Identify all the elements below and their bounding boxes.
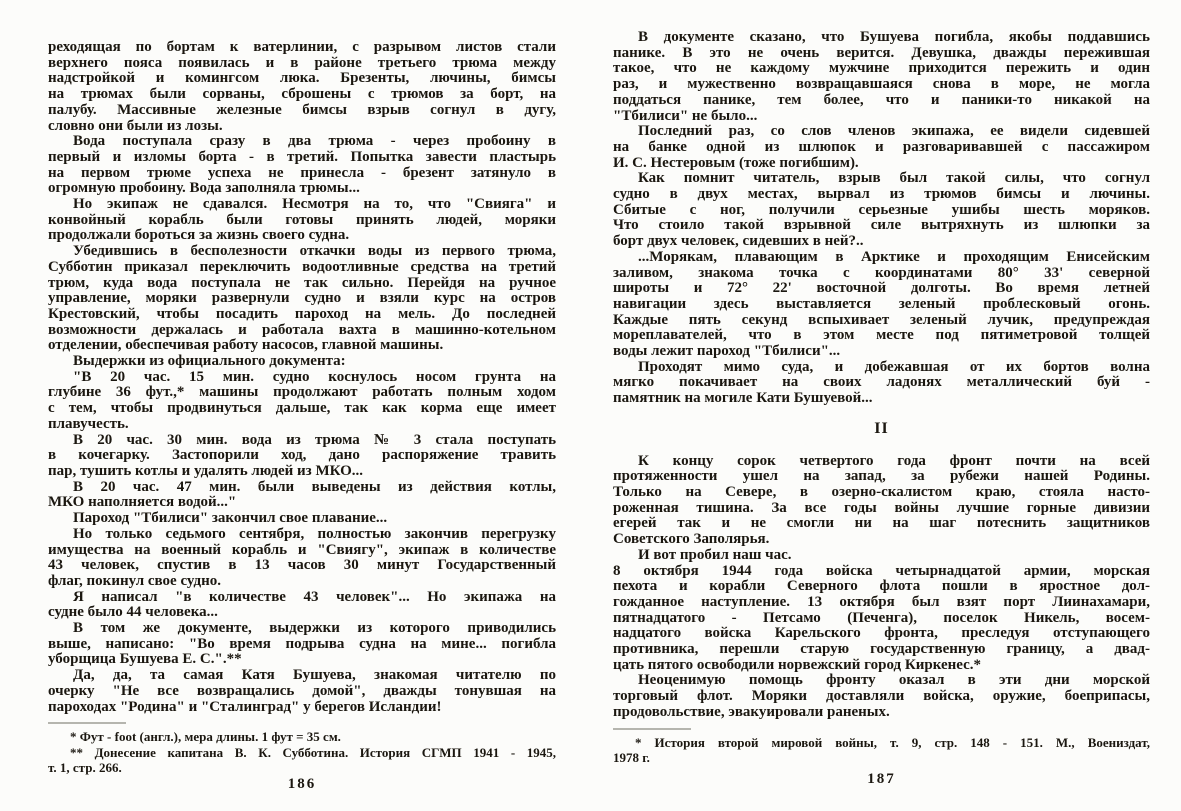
footnote-line: 1978 г. — [613, 750, 650, 766]
footnote — [613, 735, 1150, 766]
footnote — [48, 729, 556, 745]
text-line: И вот пробил наш час. — [638, 546, 792, 563]
page-body — [613, 30, 1150, 721]
footnotes — [48, 722, 556, 776]
text-line: на банке одной из шлюпок и разговаривавшей с пассажиром — [613, 138, 1150, 155]
paragraph — [613, 30, 1150, 124]
footnotes — [613, 728, 1150, 766]
text-line: борт двух человек, сидевших в ней?.. — [613, 233, 864, 250]
text-line: навигации здесь выставляется зеленый проблесковый огонь. — [613, 295, 1150, 312]
text-line: Что стоило такой взрывной силе вытряхнуть из шлюпки за — [613, 217, 1150, 234]
page-left — [48, 40, 556, 792]
text-line: Советского Заполярья. — [613, 531, 770, 548]
text-line: с тем, чтобы продвинуться дальше, так как корма еще имеет — [48, 400, 556, 417]
paragraph — [48, 480, 556, 511]
text-line: В 20 час. 30 мин. вода из трюма № 3 стала поступать — [73, 431, 556, 448]
footnote-divider — [48, 722, 126, 724]
text-line: надстройкой и комингсом люка. Брезенты, лючины, бимсы — [48, 70, 556, 87]
paragraph — [48, 433, 556, 480]
text-line: Неоценимую помощь фронту оказал в эти дни морской — [638, 672, 1150, 689]
text-line: верхнего пояса появилась и в районе третьего трюма между — [48, 54, 556, 71]
text-line: имущества на военный корабль и "Свиягу", экипаж в количестве — [48, 541, 556, 558]
paragraph — [48, 668, 556, 715]
paragraph — [48, 621, 556, 668]
paragraph — [613, 564, 1150, 674]
paragraph — [48, 511, 556, 527]
text-line: Пароход "Тбилиси" закончил свое плавание... — [73, 510, 388, 527]
text-line: в кочегарку. Застопорили ход, дано распоряжение травить — [48, 447, 556, 464]
paragraph — [613, 171, 1150, 250]
text-line: флаг, покинул свое судно. — [48, 572, 221, 589]
footnote-line: ** Донесение капитана В. К. Субботина. История СГМП 1941 - 1945, — [70, 744, 556, 760]
text-line: Выдержки из официального документа: — [73, 353, 346, 370]
text-line: пароходах "Родина" и "Сталинград" у берегов Исландии! — [48, 698, 442, 715]
text-line: Но экипаж не сдавался. Несмотря на то, что "Свияга" и — [73, 196, 556, 213]
text-line: Каждые пять секунд вспыхивает зеленый лучик, предупреждая — [613, 311, 1150, 328]
text-line: памятник на могиле Кати Бушуевой... — [613, 390, 873, 407]
text-line: Да, да, та самая Катя Бушуева, знакомая читателю по — [73, 667, 556, 684]
paragraph — [48, 370, 556, 433]
text-line: отделении, обеспечивая работу насосов, главной машины. — [48, 337, 444, 354]
section-heading: II — [874, 419, 889, 437]
text-line: Проходят мимо суда, и добежавшая от их бортов волна — [638, 358, 1150, 375]
text-line: пятнадцатого - Петсамо (Печенга), поселок Никель, восем- — [613, 609, 1150, 626]
text-line: К концу сорок четвертого года фронт почти на всей — [638, 452, 1150, 469]
text-line: В документе сказано, что Бушуева погибла, якобы поддавшись — [638, 29, 1150, 45]
page-right — [613, 30, 1150, 788]
text-line: конвойный корабль были готовы принять людей, моряки — [48, 211, 556, 228]
text-line: "Тбилиси" не было... — [613, 107, 758, 124]
text-line: цать пятого освободили норвежский город Киркенес.* — [613, 656, 982, 673]
text-line: судно в двух местах, вырвал из трюмов бимсы и лючины. — [613, 186, 1150, 203]
footnote-line: * Фут - foot (англ.), мера длины. 1 фут = 35 см. — [70, 729, 341, 745]
paragraph — [613, 548, 1150, 564]
text-line: трюм, куда вода поступала не так сильно. Перейдя на ручное — [48, 274, 556, 291]
paragraph — [48, 244, 556, 354]
text-line: первый и изломы борта - в третий. Попытка завести пластырь — [48, 148, 556, 165]
text-line: мореплавателей, что в этом месте под пятиметровой толщей — [613, 327, 1150, 344]
text-line: продовольствие, эвакуировали раненых. — [613, 703, 890, 720]
text-line: Но только седьмого сентября, полностью закончив перегрузку — [73, 525, 556, 542]
text-line: надцатого войска Карельского фронта, преследуя отступающего — [613, 625, 1150, 642]
text-line: управление, моряки развернули судно и взяли курс на остров — [48, 290, 556, 307]
text-line: уборщица Бушуева Е. С.".** — [48, 651, 242, 668]
paragraph — [48, 134, 556, 197]
text-line: Убедившись в бесполезности откачки воды из первого трюма, — [73, 243, 556, 260]
paragraph — [48, 197, 556, 244]
text-line: продолжали бороться за жизнь своего судна. — [48, 227, 350, 244]
text-line: огромную пробоину. Вода заполняла трюмы... — [48, 180, 360, 197]
text-line: Я написал "в количестве 43 человек"... Но экипажа на — [73, 588, 556, 605]
text-line: 43 человек, спустив в 13 часов 30 минут Государственный — [48, 557, 556, 574]
footnote-line: * История второй мировой войны, т. 9, стр. 148 - 151. М., Воениздат, — [635, 734, 1150, 750]
text-line: судне было 44 человека... — [48, 604, 218, 621]
text-line: на первом трюме успеха не принесла - брезент затянуло в — [48, 164, 556, 181]
text-line: плавучесть. — [48, 415, 129, 432]
text-line: Только на Севере, в озерно-скалистом краю, стояла насто- — [613, 483, 1150, 500]
text-line: реходящая по бортам к ватерлинии, с разрывом листов стали — [48, 39, 556, 55]
text-line: такое, что не каждому мужчине приходится пережить и один — [613, 60, 1150, 77]
text-line: гожданное наступление. 13 октября был взят порт Лиинахамари, — [613, 593, 1150, 610]
page-number: 186 — [287, 776, 317, 793]
text-line: выше, написано: "Во время подрыва судна на мине... погибла — [48, 635, 556, 652]
paragraph — [48, 527, 556, 590]
paragraph — [613, 250, 1150, 360]
text-line: пар, тушить котлы и удалять людей из МКО... — [48, 462, 364, 479]
paragraph — [48, 590, 556, 621]
paragraph — [48, 354, 556, 370]
text-line: торговый флот. Моряки доставляли войска, оружие, боеприпасы, — [613, 688, 1150, 705]
text-line: 8 октября 1944 года войска четырнадцатой армии, морская — [613, 562, 1150, 579]
text-line: Вода поступала сразу в два трюма - через пробоину в — [73, 133, 556, 150]
paragraph — [613, 673, 1150, 720]
paragraph — [613, 360, 1150, 407]
text-line: возможности держалась и работала вахта в машинно-котельном — [48, 321, 556, 338]
text-line: И. С. Нестеровым (тоже погибшим). — [613, 154, 859, 171]
text-line: роженная тишина. За все годы войны лучшие горные дивизии — [613, 499, 1150, 516]
text-line: Как помнит читатель, взрыв был такой силы, что согнул — [638, 170, 1150, 187]
page-body — [48, 40, 556, 715]
text-line: палубу. Массивные железные бимсы взрыв согнул в дугу, — [48, 101, 556, 118]
text-line: широты и 72° 22' восточной долготы. Во время летней — [613, 280, 1150, 297]
text-line: В том же документе, выдержки из которого приводились — [73, 620, 556, 637]
text-line: глубине 36 фут.,* машины продолжают работать полным ходом — [48, 384, 556, 401]
text-line: ...Морякам, плавающим в Арктике и проходящим Енисейским — [638, 248, 1150, 265]
paragraph — [613, 124, 1150, 171]
paragraph — [48, 40, 556, 134]
text-line: протяженности ушел на запад, за рубежи нашей Родины. — [613, 468, 1150, 485]
text-line: Сбитые с ног, получили серьезные ушибы шесть моряков. — [613, 201, 1150, 218]
text-line: Субботин приказал переключить водоотливные средства на третий — [48, 258, 556, 275]
text-line: МКО наполняется водой..." — [48, 494, 237, 511]
page-number: 187 — [867, 771, 896, 787]
text-line: раз, и мужественно возвращавшаяся снова в море, не могла — [613, 76, 1150, 93]
text-line: панике. В это не очень верится. Девушка, дважды пережившая — [613, 44, 1150, 61]
paragraph — [613, 454, 1150, 548]
text-line: словно они были из лозы. — [48, 117, 223, 134]
footnote-line: т. 1, стр. 266. — [48, 760, 122, 776]
text-line: заливом, знакома точка с координатами 80° 33' северной — [613, 264, 1150, 281]
text-line: мягко покачивает на своих ладонях металлический буй - — [613, 374, 1150, 391]
text-line: очерку "Не все возвращались домой", дважды тонувшая на — [48, 682, 556, 699]
text-line: на трюмах были сорваны, сброшены с трюмов за борт, на — [48, 86, 556, 103]
text-line: пехота и корабли Северного флота пошли в яростное дол- — [613, 578, 1150, 595]
footnote-divider — [613, 728, 691, 730]
text-line: Крестовский, чтобы посадить пароход на мель. До последней — [48, 305, 556, 322]
text-line: противника, перешли старую государственную границу, а двад- — [613, 641, 1150, 658]
footnote — [48, 745, 556, 776]
text-line: поддаться панике, тем более, что и паники-то никакой на — [613, 91, 1150, 108]
text-line: Последний раз, со слов членов экипажа, ее видели сидевшей — [638, 123, 1150, 140]
text-line: В 20 час. 47 мин. были выведены из действия котлы, — [73, 478, 556, 495]
text-line: воды лежит пароход "Тбилиси"... — [613, 343, 841, 360]
text-line: "В 20 час. 15 мин. судно коснулось носом грунта на — [73, 368, 556, 385]
text-line: егерей так и не смогли ни на шаг потеснить защитников — [613, 515, 1150, 532]
